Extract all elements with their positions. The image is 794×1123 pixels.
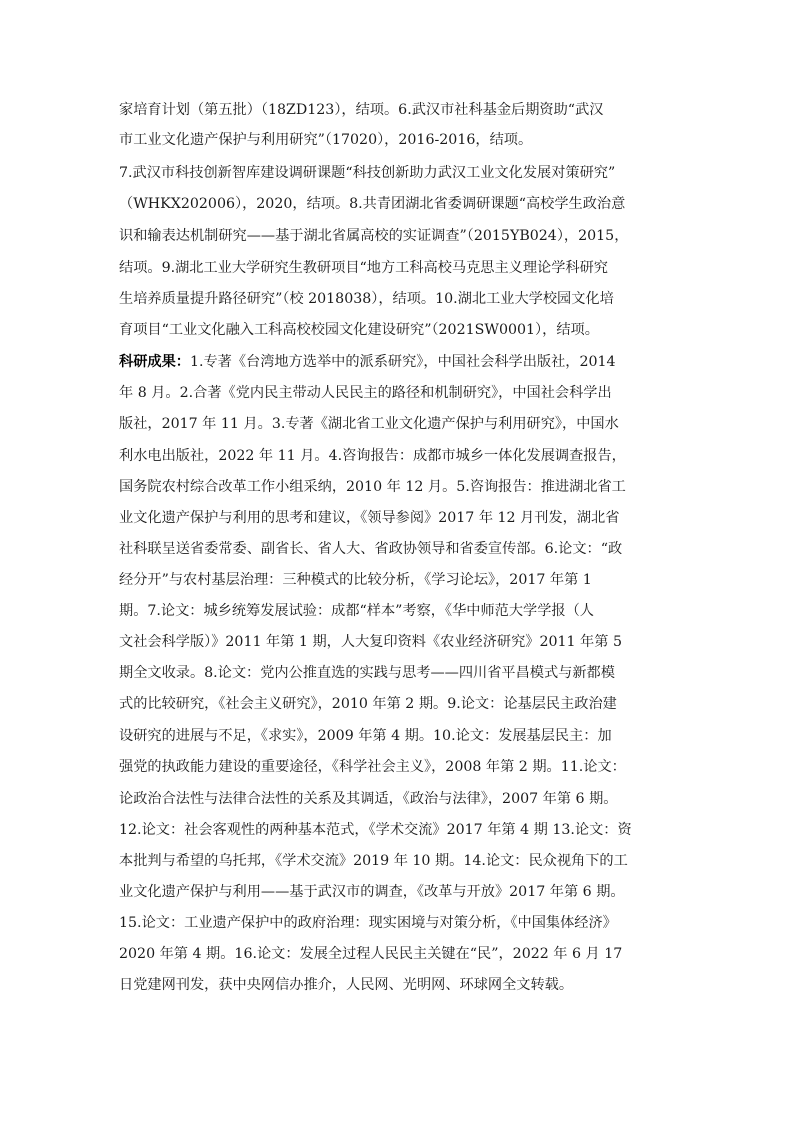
text-line: 12.论文：社会客观性的两种基本范式，《学术交流》2017 年第 4 期 13.论文：资 (119, 822, 632, 838)
text-line: 市工业文化遗产保护与利用研究”（17020），2016-2016，结项。 (119, 132, 533, 148)
text-line: 国务院农村综合改革工作小组采纳，2010 年 12 月。5.咨询报告：推进湖北省工 (119, 479, 626, 495)
text-line: （WHKX202006），2020，结项。8.共青团湖北省委调研课题“高校学生政治意 (119, 196, 626, 212)
text-line: 生培养质量提升路径研究”（校 2018038），结项。10.湖北工业大学校园文化培 (119, 291, 614, 307)
text-line: 家培育计划（第五批）（18ZD123），结项。6.武汉市社科基金后期资助“武汉 (119, 102, 604, 118)
text-line: 文社会科学版）》2011 年第 1 期，人大复印资料《农业经济研究》2011 年第 5 (119, 634, 622, 650)
text-line: 识和输表达机制研究——基于湖北省属高校的实证调查”（2015YB024），2015， (119, 228, 629, 244)
text-line: 期。7.论文：城乡统筹发展试验：成都“样本”考察，《华中师范大学学报（人 (119, 603, 594, 619)
research-results-label: 科研成果： (119, 354, 190, 370)
text-line: 业文化遗产保护与利用的思考和建议，《领导参阅》2017 年 12 月刊发，湖北省 (119, 510, 620, 526)
text-line: 设研究的进展与不足，《求实》，2009 年第 4 期。10.论文：发展基层民主：加 (119, 728, 612, 744)
text-line: 版社，2017 年 11 月。3.专著《湖北省工业文化遗产保护与利用研究》，中国水 (119, 416, 619, 432)
text-line: 育项目“工业文化融入工科高校校园文化建设研究”（2021SW0001），结项。 (119, 322, 599, 338)
text-span: 1.专著《台湾地方选举中的派系研究》，中国社会科学出版社，2014 (189, 354, 616, 370)
text-line: 期全文收录。8.论文：党内公推直选的实践与思考——四川省平昌模式与新都模 (119, 665, 615, 681)
text-line: 强党的执政能力建设的重要途径，《科学社会主义》，2008 年第 2 期。11.论文： (119, 759, 626, 775)
research-results-line (119, 352, 616, 372)
text-line: 日党建网刊发，获中央网信办推介，人民网、光明网、环球网全文转载。 (119, 977, 574, 993)
text-line: 经分开”与农村基层治理：三种模式的比较分析，《学习论坛》，2017 年第 1 (119, 572, 592, 588)
text-line: 7.武汉市科技创新智库建设调研课题“科技创新助力武汉工业文化发展对策研究” (119, 165, 616, 181)
text-line: 结项。9.湖北工业大学研究生教研项目“地方工科高校马克思主义理论学科研究 (119, 260, 608, 276)
text-line: 年 8 月。2.合著《党内民主带动人民民主的路径和机制研究》，中国社会科学出 (119, 385, 612, 401)
text-line: 15.论文：工业遗产保护中的政府治理：现实困境与对策分析，《中国集体经济》 (119, 915, 617, 931)
text-line: 式的比较研究，《社会主义研究》，2010 年第 2 期。9.论文：论基层民主政治建 (119, 696, 617, 712)
text-line: 2020 年第 4 期。16.论文：发展全过程人民民主关键在“民”，2022 年 6 月 17 (119, 946, 623, 962)
text-line: 论政治合法性与法律合法性的关系及其调适，《政治与法律》，2007 年第 6 期。 (119, 791, 618, 807)
text-line: 业文化遗产保护与利用——基于武汉市的调查，《改革与开放》2017 年第 6 期。 (119, 884, 625, 900)
text-line: 利水电出版社，2022 年 11 月。4.咨询报告：成都市城乡一体化发展调查报告， (119, 448, 626, 464)
text-line: 本批判与希望的乌托邦，《学术交流》2019 年 10 期。14.论文：民众视角下的工 (119, 853, 628, 869)
text-line: 社科联呈送省委常委、副省长、省人大、省政协领导和省委宣传部。6.论文：“政 (119, 541, 623, 557)
